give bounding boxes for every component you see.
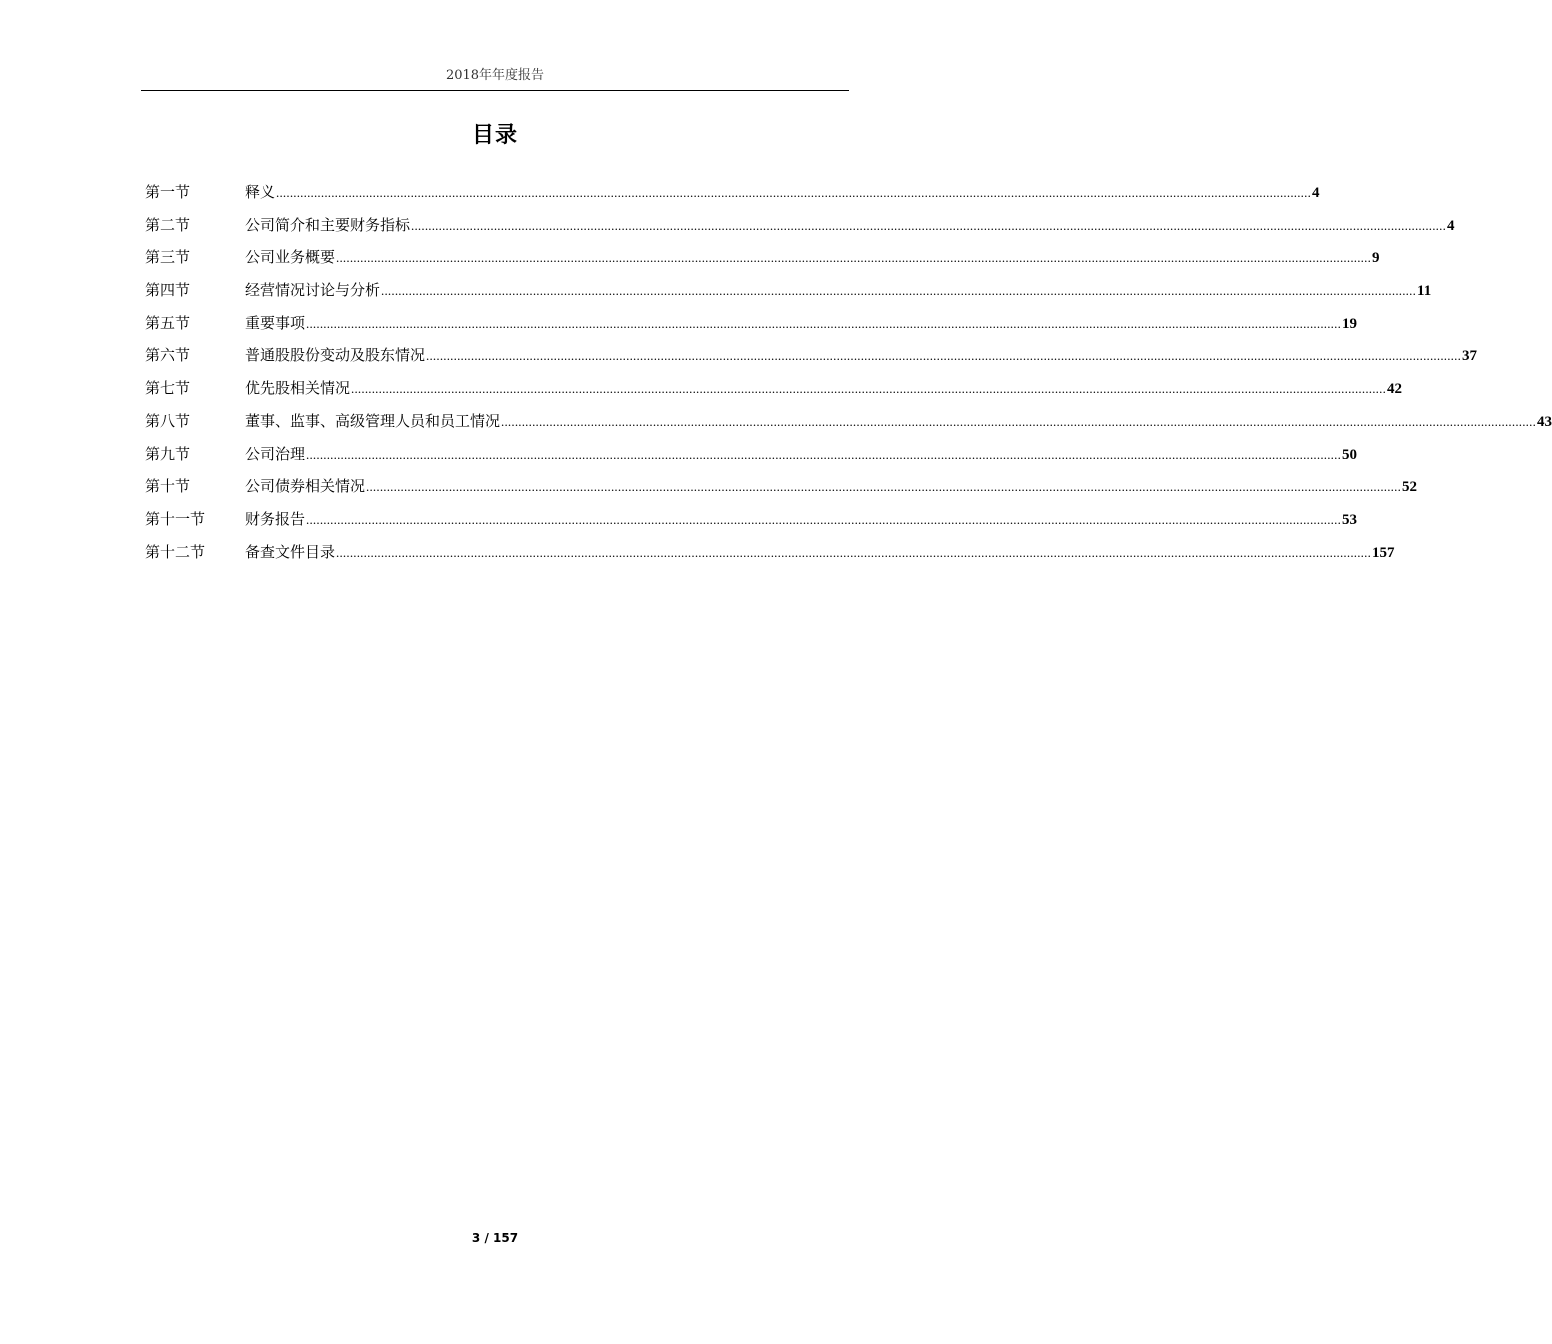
toc-entry[interactable]: [145, 405, 1552, 438]
toc-section-title: 公司业务概要: [245, 248, 336, 267]
toc-page-number: 50: [1342, 446, 1358, 463]
toc-section-title: 备查文件目录: [245, 542, 336, 561]
toc-section-number: 第十一节: [145, 509, 206, 528]
toc-section-title: 释义: [245, 183, 276, 201]
toc-section-number: 第二节: [145, 215, 191, 234]
toc-entry[interactable]: [145, 307, 1358, 340]
toc-page-number: 19: [1342, 315, 1358, 332]
toc-section-title: 董事、监事、高级管理人员和员工情况: [245, 411, 501, 430]
toc-leader-dots: ............................................................................................................................................................................................................................................................................................................: [426, 348, 1462, 364]
header-text: 2018年年度报告: [445, 68, 545, 83]
toc-section-number: 第四节: [145, 281, 191, 300]
toc-leader-dots: ............................................................................................................................................................................................................................................................................................................: [306, 511, 1342, 527]
toc-leader-dots: ............................................................................................................................................................................................................................................................................................................: [336, 250, 1372, 266]
toc-title: 目录: [471, 122, 518, 148]
toc-section-number: 第十节: [145, 477, 191, 496]
toc-section-number: 第十二节: [145, 542, 206, 561]
toc-leader-dots: ............................................................................................................................................................................................................................................................................................................: [501, 413, 1537, 429]
toc-entry[interactable]: [145, 372, 1403, 405]
toc-page-number: 37: [1462, 348, 1478, 365]
toc-section-number: 第三节: [145, 248, 191, 267]
toc-section-title: 公司债券相关情况: [245, 477, 366, 496]
toc-section-number: 第七节: [145, 379, 191, 398]
toc-entry[interactable]: [145, 503, 1358, 536]
toc-section-title: 公司简介和主要财务指标: [245, 215, 411, 234]
toc-section-title: 优先股相关情况: [245, 379, 351, 398]
toc-entry[interactable]: [145, 274, 1432, 307]
table-of-contents: [145, 176, 1552, 568]
toc-page-number: 4: [1312, 185, 1320, 201]
toc-page-number: 43: [1537, 413, 1552, 430]
toc-leader-dots: ............................................................................................................................................................................................................................................................................................................: [411, 217, 1447, 233]
toc-section-title: 公司治理: [245, 444, 306, 463]
toc-section-number: 第五节: [145, 313, 191, 332]
toc-page-number: 42: [1387, 381, 1403, 398]
toc-page-number: 9: [1372, 250, 1380, 267]
toc-section-title: 重要事项: [245, 313, 306, 332]
toc-leader-dots: ............................................................................................................................................................................................................................................................................................................: [306, 446, 1342, 462]
toc-entry[interactable]: [145, 438, 1358, 471]
toc-page-number: 157: [1372, 544, 1395, 561]
toc-section-number: 第一节: [145, 183, 191, 201]
toc-page-number: 52: [1402, 479, 1418, 496]
toc-entry[interactable]: [145, 339, 1478, 372]
toc-section-number: 第六节: [145, 346, 191, 365]
toc-section-number: 第八节: [145, 411, 191, 430]
toc-section-title: 财务报告: [245, 509, 306, 528]
toc-entry[interactable]: [145, 241, 1380, 274]
toc-leader-dots: ............................................................................................................................................................................................................................................................................................................: [306, 315, 1342, 331]
toc-page-number: 11: [1417, 283, 1432, 300]
toc-leader-dots: ............................................................................................................................................................................................................................................................................................................: [366, 479, 1402, 495]
page-indicator: 3 / 157: [471, 1231, 519, 1245]
toc-page-number: 53: [1342, 511, 1358, 528]
toc-section-number: 第九节: [145, 444, 191, 463]
toc-section-title: 普通股股份变动及股东情况: [245, 346, 426, 365]
toc-leader-dots: ............................................................................................................................................................................................................................................................................................................: [336, 544, 1372, 560]
toc-leader-dots: ............................................................................................................................................................................................................................................................................................................: [381, 283, 1417, 299]
page-header: [141, 66, 849, 91]
toc-page-number: 4: [1447, 217, 1455, 234]
toc-entry[interactable]: [145, 209, 1455, 242]
toc-entry[interactable]: [145, 536, 1395, 569]
toc-entry[interactable]: [145, 176, 1320, 209]
toc-leader-dots: ............................................................................................................................................................................................................................................................................................................: [351, 381, 1387, 397]
toc-entry[interactable]: [145, 470, 1418, 503]
page-footer: [141, 1229, 849, 1247]
toc-leader-dots: ............................................................................................................................................................................................................................................................................................................: [276, 185, 1312, 200]
toc-section-title: 经营情况讨论与分析: [245, 281, 381, 300]
